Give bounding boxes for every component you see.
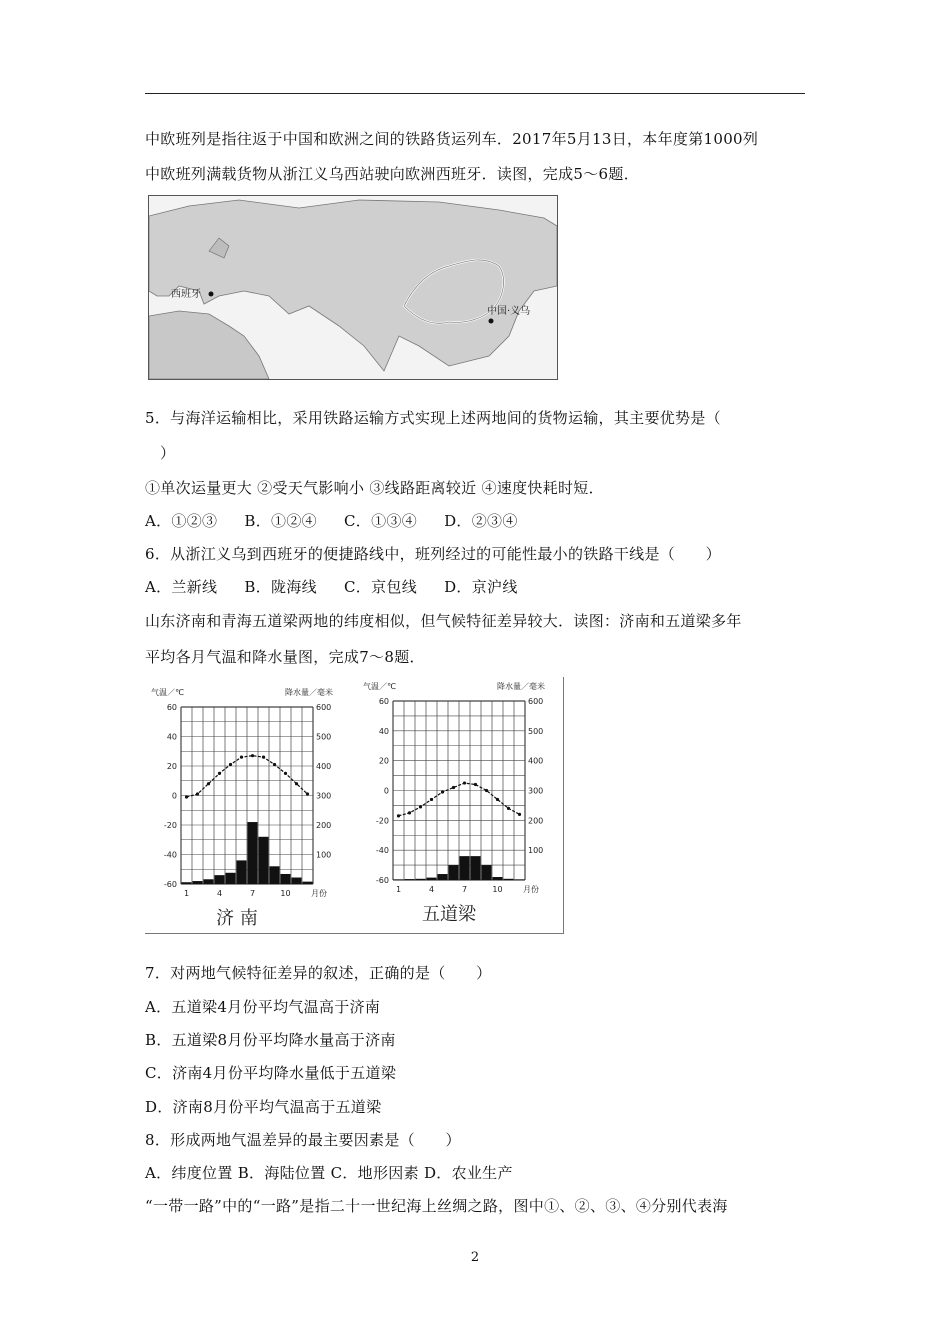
precip-bar-month-6 bbox=[449, 865, 459, 880]
precip-bar-month-5 bbox=[438, 874, 448, 880]
map-label-yiwu: 中国·义乌 bbox=[487, 306, 531, 317]
temperature-point-month-1 bbox=[185, 795, 188, 798]
q5-options bbox=[145, 510, 540, 531]
eurasia-map bbox=[148, 195, 558, 380]
month-tick-label: 7 bbox=[461, 885, 468, 894]
month-axis-label: 月份 bbox=[311, 889, 327, 898]
precip-bar-month-11 bbox=[292, 878, 302, 884]
precip-bar-month-1 bbox=[394, 879, 404, 880]
temperature-point-month-7 bbox=[251, 754, 254, 757]
temperature-point-month-6 bbox=[240, 756, 243, 759]
q8-stem: 8．形成两地气温差异的最主要因素是（ ） bbox=[145, 1131, 461, 1149]
temperature-point-month-11 bbox=[507, 807, 510, 810]
precip-bar-month-4 bbox=[215, 875, 225, 884]
q7-stem: 7．对两地气候特征差异的叙述，正确的是（ ） bbox=[145, 964, 492, 982]
temperature-point-month-2 bbox=[196, 792, 199, 795]
precip-bar-month-10 bbox=[493, 877, 503, 880]
temp-tick-label: -40 bbox=[163, 850, 177, 860]
temp-tick-label: -40 bbox=[375, 846, 389, 856]
temperature-point-month-3 bbox=[207, 782, 210, 785]
q7-option-b: B．五道梁8月份平均降水量高于济南 bbox=[145, 1031, 396, 1049]
temperature-point-month-3 bbox=[419, 805, 422, 808]
temperature-point-month-9 bbox=[273, 763, 276, 766]
precip-bar-month-1 bbox=[182, 882, 192, 884]
q6-option-d: D．京沪线 bbox=[444, 578, 518, 596]
precip-bar-month-12 bbox=[303, 882, 313, 884]
precip-tick-label: 300 bbox=[528, 786, 544, 796]
temp-tick-label: 60 bbox=[166, 703, 177, 712]
q6-option-a: A．兰新线 bbox=[145, 578, 218, 596]
precip-bar-month-2 bbox=[193, 881, 203, 884]
temperature-axis-title: 气温／℃ bbox=[151, 688, 184, 697]
precip-bar-month-11 bbox=[504, 879, 514, 880]
climate-chart-2 bbox=[363, 681, 545, 925]
temperature-point-month-11 bbox=[295, 782, 298, 785]
temperature-point-month-2 bbox=[408, 811, 411, 814]
temperature-point-month-12 bbox=[306, 792, 309, 795]
intro2-line-2: 平均各月气温和降水量图，完成7～8题． bbox=[145, 648, 425, 666]
precip-tick-label: 600 bbox=[316, 703, 332, 712]
precip-bar-month-3 bbox=[416, 879, 426, 880]
month-tick-label: 4 bbox=[428, 885, 435, 894]
precip-tick-label: 500 bbox=[528, 726, 544, 736]
temperature-point-month-6 bbox=[452, 786, 455, 789]
temp-tick-label: 0 bbox=[383, 786, 389, 796]
q5-items: ①单次运量更大 ②受天气影响小 ③线路距离较近 ④速度快耗时短． bbox=[145, 479, 604, 497]
temperature-point-month-9 bbox=[485, 789, 488, 792]
precip-bar-month-2 bbox=[405, 879, 415, 880]
month-tick-label: 1 bbox=[183, 889, 190, 898]
precip-tick-label: 600 bbox=[528, 697, 544, 706]
chart-title: 五道梁 bbox=[422, 904, 476, 925]
precip-bar-month-8 bbox=[259, 837, 269, 884]
q5-option-c: C．①③④ bbox=[344, 512, 418, 530]
q7-option-a: A．五道梁4月份平均气温高于济南 bbox=[145, 998, 381, 1016]
chart-title: 济 南 bbox=[216, 908, 258, 929]
temp-tick-label: -20 bbox=[163, 821, 177, 830]
temperature-point-month-1 bbox=[397, 814, 400, 817]
temp-tick-label: -20 bbox=[375, 816, 389, 826]
q6-option-b: B．陇海线 bbox=[244, 578, 317, 596]
temperature-point-month-8 bbox=[262, 756, 265, 759]
precip-bar-month-9 bbox=[482, 865, 492, 880]
precip-bar-month-4 bbox=[427, 878, 437, 880]
temperature-point-month-4 bbox=[430, 798, 433, 801]
month-tick-label: 7 bbox=[249, 889, 256, 898]
temperature-point-month-4 bbox=[218, 772, 221, 775]
month-tick-label: 4 bbox=[216, 889, 223, 898]
intro-text-line-1: 中欧班列是指往返于中国和欧洲之间的铁路货运列车．2017年5月13日，本年度第1000列 bbox=[145, 130, 759, 148]
spain-marker bbox=[209, 292, 214, 297]
temp-tick-label: 40 bbox=[378, 726, 389, 736]
temp-tick-label: -60 bbox=[163, 880, 177, 889]
precip-bar-month-9 bbox=[270, 866, 280, 884]
yiwu-marker bbox=[489, 319, 494, 324]
temp-tick-label: 40 bbox=[166, 732, 177, 742]
temp-tick-label: 20 bbox=[378, 756, 389, 766]
precip-tick-label: 400 bbox=[528, 756, 544, 766]
q5-option-a: A．①②③ bbox=[145, 512, 218, 530]
precip-bar-month-6 bbox=[237, 860, 247, 884]
q6-options bbox=[145, 576, 540, 597]
precip-tick-label: 100 bbox=[528, 846, 544, 856]
precip-bar-month-8 bbox=[471, 856, 481, 880]
temp-tick-label: 0 bbox=[171, 791, 177, 801]
month-tick-label: 10 bbox=[492, 885, 503, 894]
intro2-line-1: 山东济南和青海五道梁两地的纬度相似，但气候特征差异较大．读图：济南和五道梁多年 bbox=[145, 612, 742, 630]
q6-option-c: C．京包线 bbox=[344, 578, 418, 596]
temp-tick-label: 20 bbox=[166, 762, 177, 771]
q7-option-d: D．济南8月份平均气温高于五道梁 bbox=[145, 1098, 382, 1116]
temperature-point-month-7 bbox=[463, 781, 466, 784]
climate-chart-1 bbox=[151, 687, 333, 929]
precip-bar-month-3 bbox=[204, 879, 214, 884]
precip-bar-month-7 bbox=[460, 856, 470, 880]
month-axis-label: 月份 bbox=[523, 885, 539, 894]
month-tick-label: 1 bbox=[395, 885, 402, 894]
q5-option-b: B．①②④ bbox=[244, 512, 317, 530]
precip-tick-label: 200 bbox=[528, 816, 544, 826]
temperature-point-month-5 bbox=[441, 790, 444, 793]
precip-bar-month-7 bbox=[248, 822, 258, 884]
precip-bar-month-12 bbox=[515, 879, 525, 880]
temperature-point-month-10 bbox=[284, 772, 287, 775]
intro3-line: “一带一路”中的“一路”是指二十一世纪海上丝绸之路，图中①、②、③、④分别代表海 bbox=[145, 1197, 728, 1215]
q5-option-d: D．②③④ bbox=[444, 512, 518, 530]
q5-stem-line-2: ） bbox=[160, 444, 176, 462]
q7-option-c: C．济南4月份平均降水量低于五道梁 bbox=[145, 1064, 397, 1082]
q5-stem-line-1: 5．与海洋运输相比，采用铁路运输方式实现上述两地间的货物运输，其主要优势是（ bbox=[145, 409, 721, 427]
climate-charts-figure bbox=[145, 677, 564, 934]
climate-charts bbox=[145, 677, 563, 933]
page-number: 2 bbox=[470, 1250, 480, 1265]
map-label-spain: 西班牙 bbox=[171, 289, 201, 300]
temperature-point-month-5 bbox=[229, 763, 232, 766]
temperature-point-month-10 bbox=[496, 798, 499, 801]
precip-tick-label: 300 bbox=[316, 791, 332, 801]
temperature-axis-title: 气温／℃ bbox=[363, 682, 396, 691]
month-tick-label: 10 bbox=[280, 889, 291, 898]
precip-tick-label: 100 bbox=[316, 850, 332, 860]
precip-tick-label: 400 bbox=[316, 762, 332, 771]
precip-bar-month-5 bbox=[226, 873, 236, 884]
precip-tick-label: 200 bbox=[316, 821, 332, 830]
precip-tick-label: 500 bbox=[316, 732, 332, 742]
temperature-point-month-8 bbox=[474, 783, 477, 786]
temp-tick-label: 60 bbox=[378, 697, 389, 706]
temp-tick-label: -60 bbox=[375, 876, 389, 885]
precipitation-axis-title: 降水量／毫米 bbox=[285, 688, 333, 697]
precip-bar-month-10 bbox=[281, 874, 291, 884]
q8-options: A．纬度位置 B．海陆位置 C．地形因素 D．农业生产 bbox=[145, 1164, 513, 1182]
temperature-point-month-12 bbox=[518, 813, 521, 816]
intro-text-line-2: 中欧班列满载货物从浙江义乌西站驶向欧洲西班牙．读图，完成5～6题． bbox=[145, 165, 639, 183]
header-rule bbox=[145, 93, 805, 94]
precipitation-axis-title: 降水量／毫米 bbox=[497, 682, 545, 691]
q6-stem: 6．从浙江义乌到西班牙的便捷路线中，班列经过的可能性最小的铁路干线是（ ） bbox=[145, 545, 721, 563]
